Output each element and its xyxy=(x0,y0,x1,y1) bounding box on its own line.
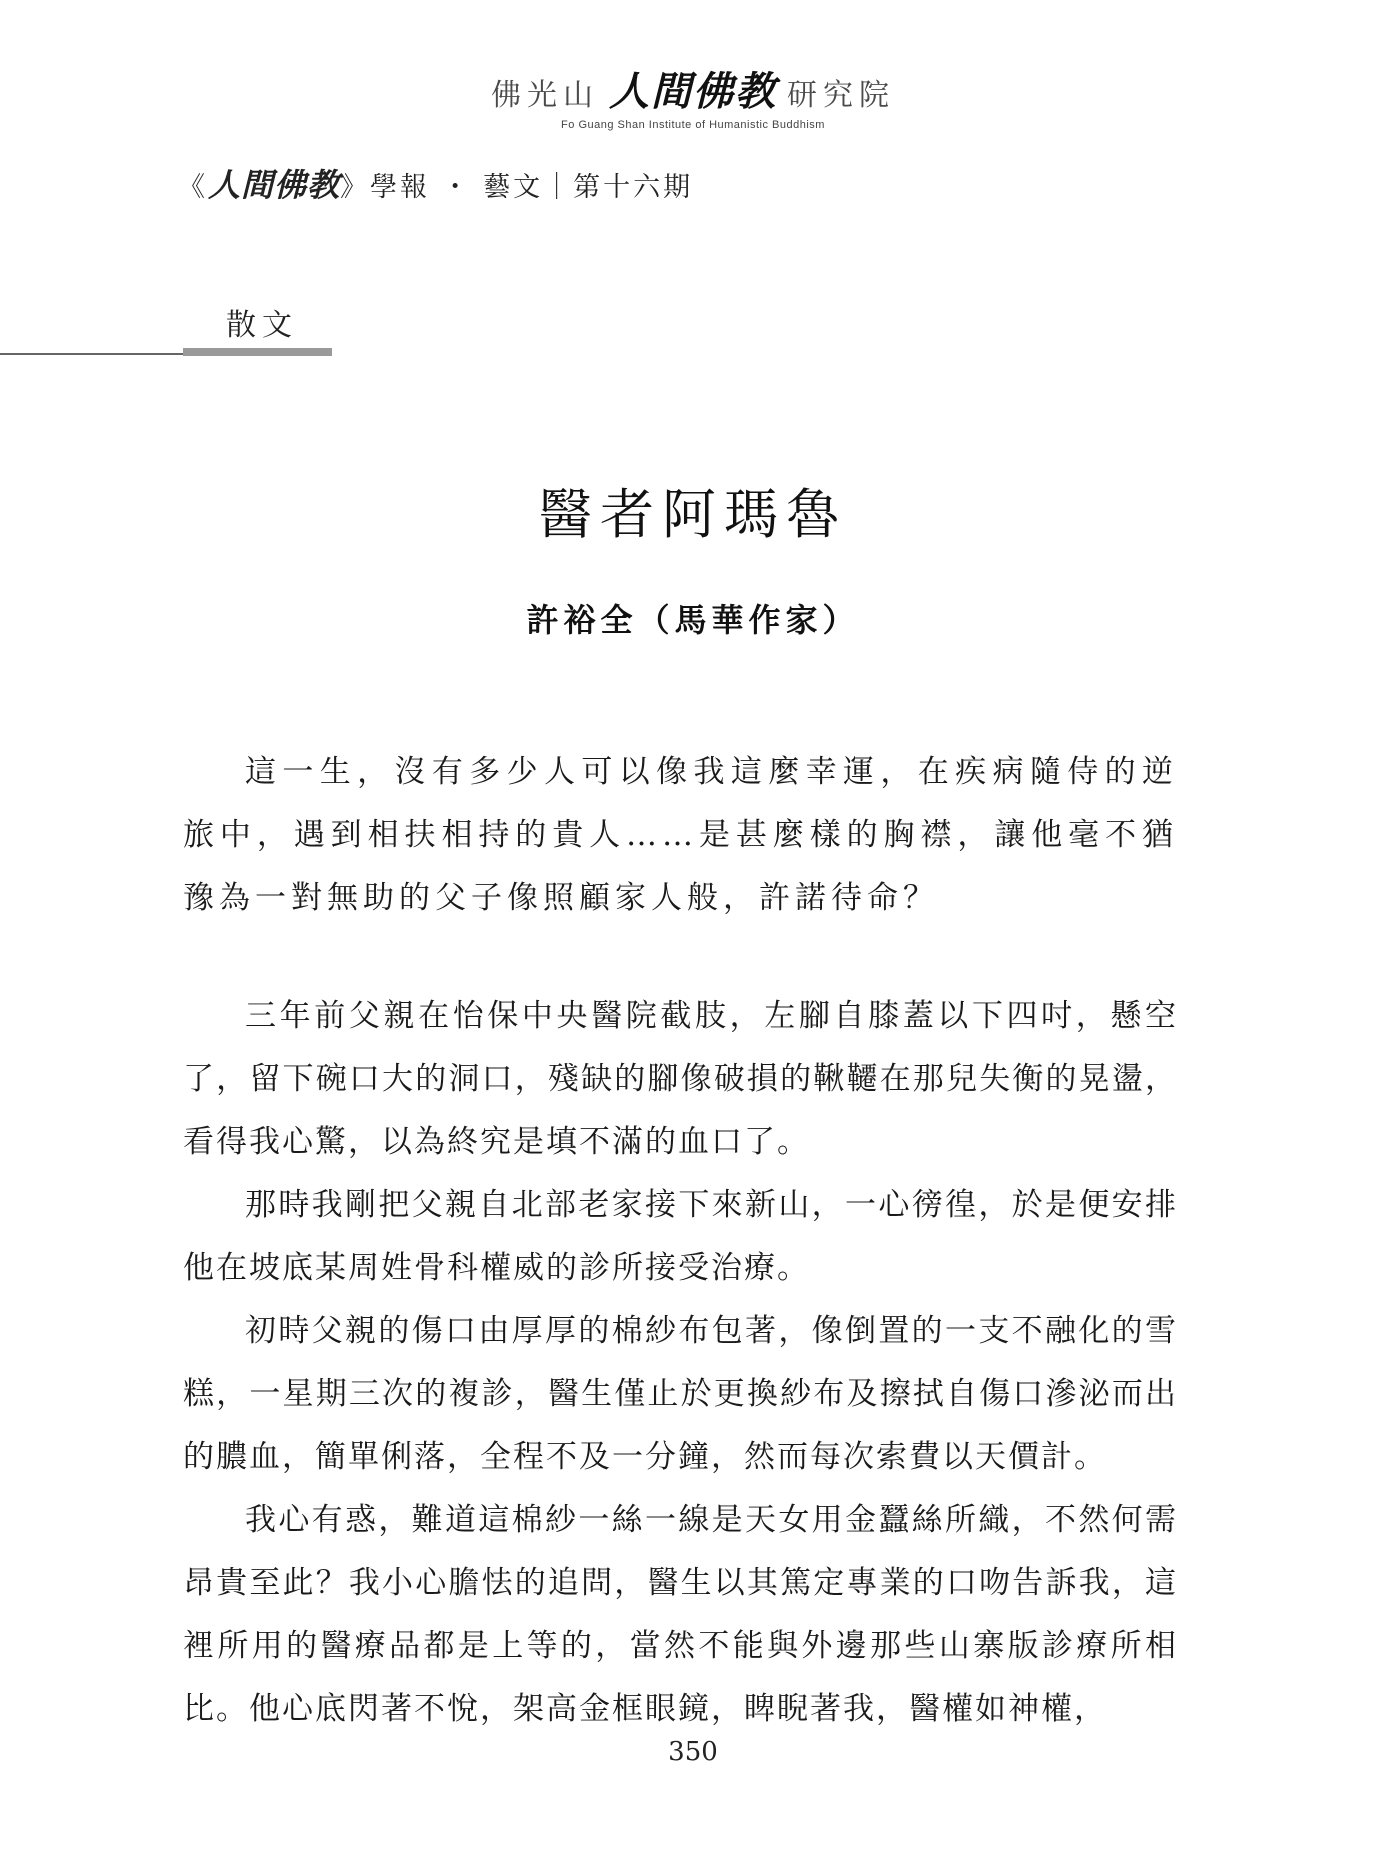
masthead-right: 研究院 xyxy=(787,78,895,113)
masthead-brand-logo: 人間佛教 xyxy=(609,68,777,115)
journal-close-bracket: 》 xyxy=(340,172,371,203)
masthead xyxy=(0,60,1386,131)
masthead-line xyxy=(0,60,1386,117)
paragraph: 初時父親的傷口由厚厚的棉紗布包著，像倒置的一支不融化的雪糕，一星期三次的複診，醫生僅止於更換紗布及擦拭自傷口滲泌而出的膿血，簡單俐落，全程不及一分鐘，然而每次索費以天價計。 xyxy=(183,1313,1178,1475)
masthead-left: 佛光山 xyxy=(491,78,599,113)
journal-header xyxy=(178,160,693,206)
section-rule-accent xyxy=(183,348,332,356)
journal-issue: 學報 ・ 藝文｜第十六期 xyxy=(370,172,694,203)
paragraph: 我心有惑，難道這棉紗一絲一線是天女用金蠶絲所織，不然何需昂貴至此？我小心膽怯的追問，醫生以其篤定專業的口吻告訴我，這裡所用的醫療品都是上等的，當然不能與外邊那些山寨版診療所相比。他心底閃著不悅，架高金框眼鏡，睥睨著我，醫權如神權， xyxy=(183,1502,1178,1727)
article-author: 許裕全（馬華作家） xyxy=(526,601,860,639)
paragraph: 那時我剛把父親自北部老家接下來新山，一心徬徨，於是便安排他在坡底某周姓骨科權威的診所接受治療。 xyxy=(183,1187,1178,1286)
paragraph: 這一生，沒有多少人可以像我這麼幸運，在疾病隨侍的逆旅中，遇到相扶相持的貴人……是甚麼樣的胸襟，讓他毫不猶豫為一對無助的父子像照顧家人般，許諾待命？ xyxy=(183,754,1178,916)
article-title: 醫者阿瑪魯 xyxy=(538,483,848,546)
page-number: 350 xyxy=(668,1737,718,1767)
paragraph: 三年前父親在怡保中央醫院截肢，左腳自膝蓋以下四吋，懸空了，留下碗口大的洞口，殘缺的腳像破損的鞦韆在那兒失衡的晃盪，看得我心驚，以為終究是填不滿的血口了。 xyxy=(183,998,1178,1160)
masthead-subtitle: Fo Guang Shan Institute of Humanistic Buddhism xyxy=(561,119,825,131)
article-body xyxy=(183,741,1178,1741)
paragraph-gap xyxy=(183,930,1178,985)
journal-brand: 人間佛教 xyxy=(208,166,341,204)
section-label: 散文 xyxy=(226,308,298,343)
journal-open-bracket: 《 xyxy=(178,172,208,203)
